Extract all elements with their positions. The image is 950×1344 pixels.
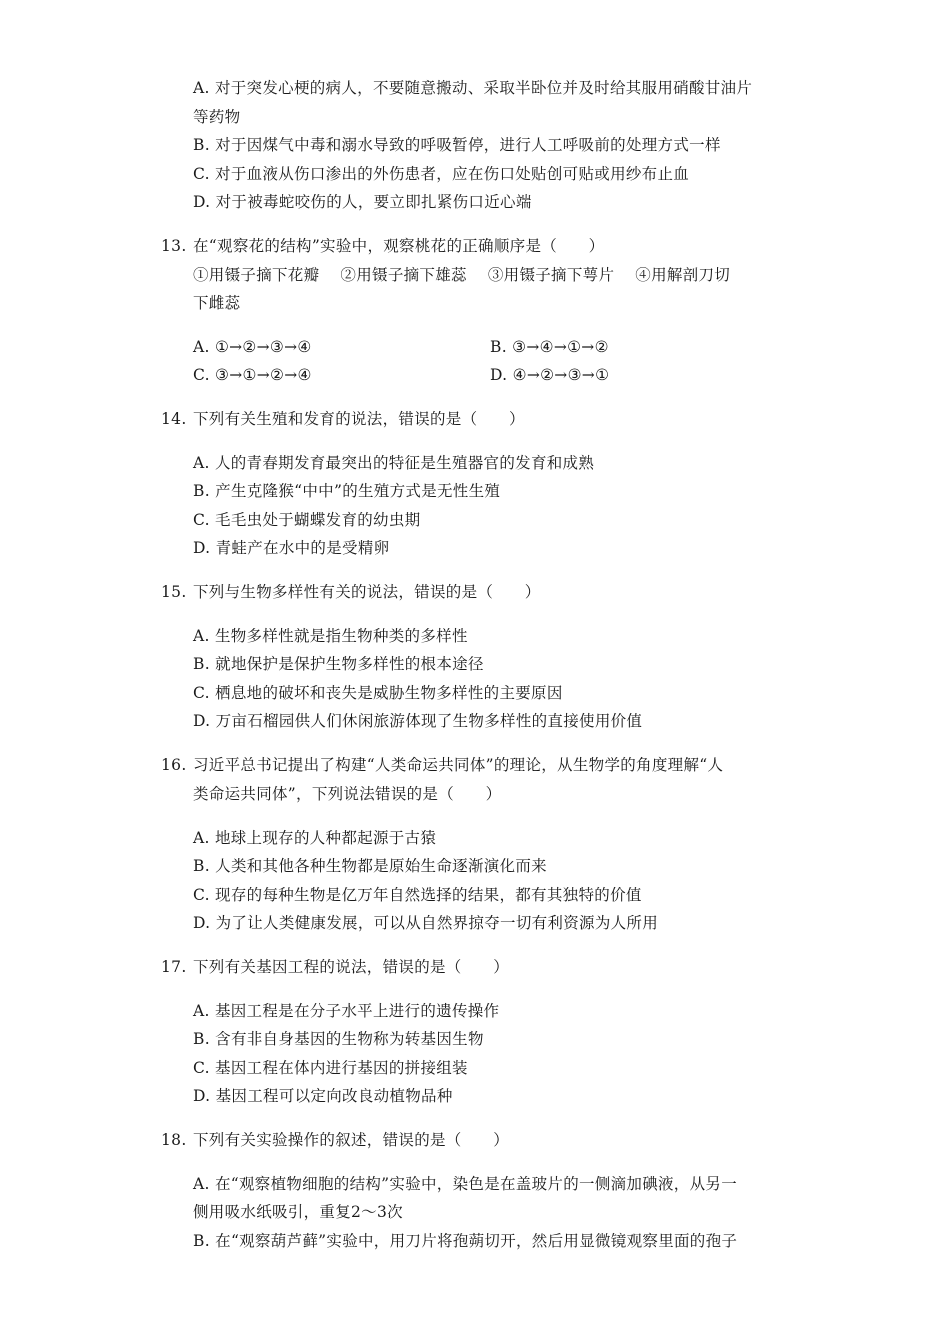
q18-option-b: B. 在“观察葫芦藓”实验中，用刀片将孢蒴切开，然后用显微镜观察里面的孢子: [193, 1232, 738, 1250]
q12-option-b: B. 对于因煤气中毒和溺水导致的呼吸暂停，进行人工呼吸前的处理方式一样: [193, 136, 721, 154]
q16-number: 16.: [161, 756, 187, 774]
q12-option-a: A. 对于突发心梗的病人，不要随意搬动、采取半卧位并及时给其服用硝酸甘油片: [193, 79, 753, 97]
q13-option-a: A. ①→②→③→④: [193, 338, 312, 356]
q16-stem: 习近平总书记提出了构建“人类命运共同体”的理论，从生物学的角度理解“人: [193, 756, 724, 774]
q18-option-a: A. 在“观察植物细胞的结构”实验中，染色是在盖玻片的一侧滴加碘液，从另一: [193, 1175, 737, 1193]
q17-number: 17.: [161, 958, 187, 976]
q15-option-c: C. 栖息地的破坏和丧失是威胁生物多样性的主要原因: [193, 684, 563, 702]
q14-number: 14.: [161, 410, 187, 428]
q16-stem-cont: 类命运共同体”，下列说法错误的是（ ）: [193, 785, 502, 803]
q17-option-b: B. 含有非自身基因的生物称为转基因生物: [193, 1030, 484, 1048]
q15-option-d: D. 万亩石榴园供人们休闲旅游体现了生物多样性的直接使用价值: [193, 712, 643, 730]
q17-option-d: D. 基因工程可以定向改良动植物品种: [193, 1087, 453, 1105]
q12-option-c: C. 对于血液从伤口渗出的外伤患者，应在伤口处贴创可贴或用纱布止血: [193, 165, 690, 183]
q14-option-d: D. 青蛙产在水中的是受精卵: [193, 539, 390, 557]
q14-option-a: A. 人的青春期发育最突出的特征是生殖器官的发育和成熟: [193, 454, 595, 472]
q18-option-a-cont: 侧用吸水纸吸引，重复2～3次: [193, 1203, 403, 1221]
q18-number: 18.: [161, 1131, 187, 1149]
q17-option-a: A. 基因工程是在分子水平上进行的遗传操作: [193, 1002, 500, 1020]
q15-number: 15.: [161, 583, 187, 601]
q13-option-c: C. ③→①→②→④: [193, 366, 312, 384]
q17-stem: 下列有关基因工程的说法，错误的是（ ）: [193, 958, 510, 976]
q16-option-b: B. 人类和其他各种生物都是原始生命逐渐演化而来: [193, 857, 547, 875]
q14-option-c: C. 毛毛虫处于蝴蝶发育的幼虫期: [193, 511, 421, 529]
q15-option-a: A. 生物多样性就是指生物种类的多样性: [193, 627, 468, 645]
q13-option-b: B. ③→④→①→②: [490, 338, 609, 356]
q13-option-d: D. ④→②→③→①: [490, 366, 610, 384]
q12-option-d: D. 对于被毒蛇咬伤的人，要立即扎紧伤口近心端: [193, 193, 532, 211]
q16-option-a: A. 地球上现存的人种都起源于古猿: [193, 829, 437, 847]
q15-option-b: B. 就地保护是保护生物多样性的根本途径: [193, 655, 484, 673]
q13-steps-cont: 下雌蕊: [193, 294, 241, 312]
q12-option-a-cont: 等药物: [193, 108, 241, 126]
q16-option-c: C. 现存的每种生物是亿万年自然选择的结果，都有其独特的价值: [193, 886, 642, 904]
q17-option-c: C. 基因工程在体内进行基因的拼接组装: [193, 1059, 468, 1077]
q14-stem: 下列有关生殖和发育的说法，错误的是（ ）: [193, 410, 525, 428]
q15-stem: 下列与生物多样性有关的说法，错误的是（ ）: [193, 583, 541, 601]
q18-stem: 下列有关实验操作的叙述，错误的是（ ）: [193, 1131, 510, 1149]
q16-option-d: D. 为了让人类健康发展，可以从自然界掠夺一切有利资源为人所用: [193, 914, 659, 932]
q13-steps: ①用镊子摘下花瓣 ②用镊子摘下雄蕊 ③用镊子摘下萼片 ④用解剖刀切: [193, 266, 731, 284]
q14-option-b: B. 产生克隆猴“中中”的生殖方式是无性生殖: [193, 482, 501, 500]
q13-number: 13.: [161, 237, 187, 255]
q13-stem: 在“观察花的结构”实验中，观察桃花的正确顺序是（ ）: [193, 237, 605, 255]
